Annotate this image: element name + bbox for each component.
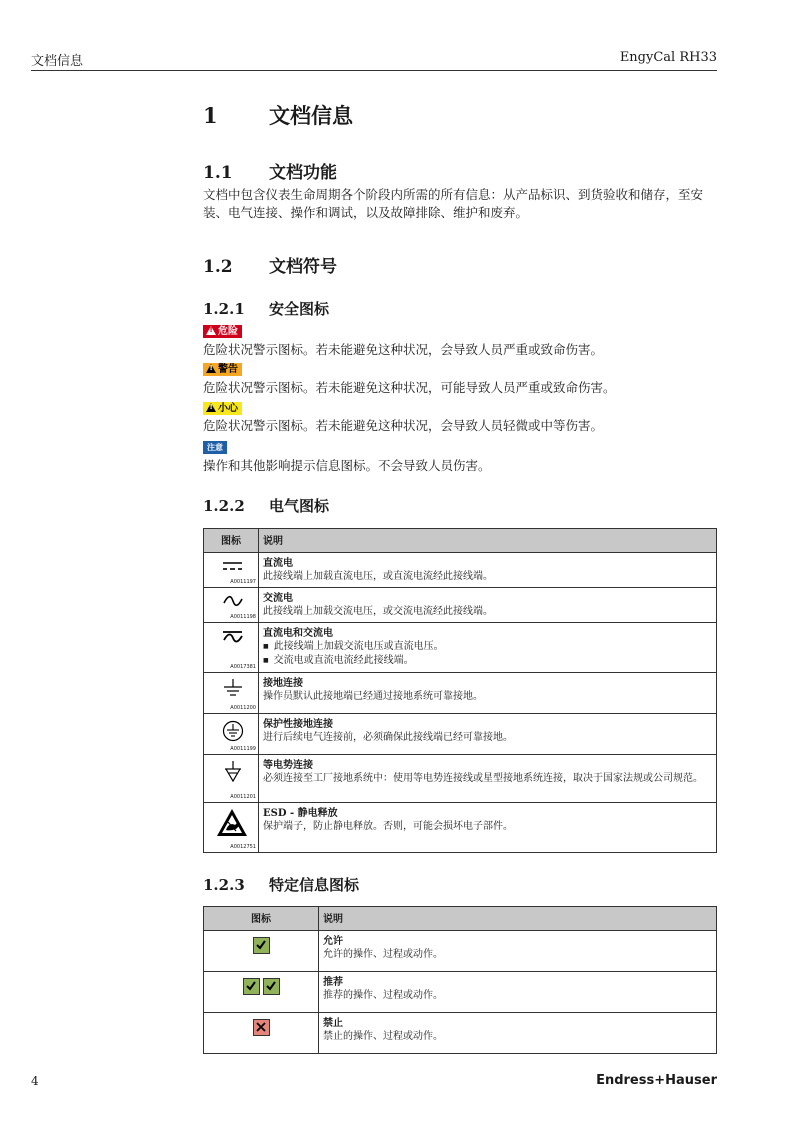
header-section-title: 文档信息 (31, 54, 84, 69)
table-row (204, 553, 717, 588)
table-header-row (204, 907, 717, 931)
heading-section-1 (203, 100, 353, 130)
figure-code: A0011201 (230, 794, 256, 800)
symbol-title: 推荐 (323, 977, 343, 988)
cross-icon (253, 1019, 270, 1036)
double-check-icon (204, 972, 319, 1013)
symbol-description: 禁止的操作、过程或动作。 (323, 1031, 443, 1042)
warning-description: 危险状况警示图标。若未能避免这种状况，可能导致人员严重或致命伤害。 (203, 380, 616, 395)
heading-number: 1.1 (203, 163, 233, 183)
table-header-row (204, 529, 717, 553)
symbol-description: 此接线端上加载直流电压，或直流电流经此接线端。 (263, 571, 493, 582)
heading-section-1-1 (203, 158, 337, 183)
symbol-title: 直流电和交流电 (263, 628, 333, 639)
table-row (204, 755, 717, 803)
figure-code: A0011200 (230, 705, 256, 711)
heading-title: 文档符号 (269, 257, 337, 277)
symbol-title: 接地连接 (263, 678, 303, 689)
column-header-icon: 图标 (204, 529, 259, 553)
dc-icon (222, 559, 244, 573)
symbol-title: 保护性接地连接 (263, 719, 333, 730)
esd-icon (216, 808, 248, 838)
dc-ac-icon (222, 629, 244, 643)
warning-triangle-icon (206, 403, 216, 412)
table-row (204, 1013, 717, 1054)
check-icon (263, 978, 280, 995)
figure-code: A0017381 (230, 664, 256, 670)
heading-title: 安全图标 (269, 300, 330, 318)
figure-code: A0012751 (230, 844, 256, 850)
equipotential-icon (222, 761, 244, 783)
caution-badge: !小心 (203, 402, 242, 415)
ac-icon (222, 594, 244, 608)
list-item: ■ 交流电或直流电流经此接线端。 (263, 654, 712, 668)
figure-code: A0011197 (230, 579, 256, 585)
heading-number: 1.2 (203, 257, 233, 277)
table-row (204, 673, 717, 714)
table-row (204, 588, 717, 623)
symbol-title: 直流电 (263, 558, 293, 569)
warning-triangle-icon (206, 364, 216, 373)
check-icon (243, 978, 260, 995)
brand-logo-text: Endress+Hauser (596, 1073, 717, 1088)
heading-number: 1.2.2 (203, 497, 245, 515)
symbol-description: 推荐的操作、过程或动作。 (323, 990, 443, 1001)
danger-description: 危险状况警示图标。若未能避免这种状况，会导致人员严重或致命伤害。 (203, 342, 604, 357)
symbol-description: 必须连接至工厂接地系统中：使用等电势连接线或星型接地系统连接，取决于国家法规或公司规范。 (263, 773, 703, 784)
danger-badge: !危险 (203, 325, 242, 338)
header-product-name: EngyCal RH33 (619, 50, 717, 65)
heading-number: 1.2.3 (203, 876, 245, 894)
table-row (204, 714, 717, 755)
symbol-description: 允许的操作、过程或动作。 (323, 949, 443, 960)
symbol-title: 交流电 (263, 593, 293, 604)
paragraph-document-function: 文档中包含仪表生命周期各个阶段内所需的所有信息：从产品标识、到货验收和储存，至安装、电气连接、操作和调试，以及故障排除、维护和废弃。 (203, 187, 704, 220)
heading-section-1-2-1 (203, 298, 329, 319)
heading-number: 1.2.1 (203, 300, 245, 318)
symbol-title: 禁止 (323, 1018, 343, 1029)
symbol-description: 此接线端上加载交流电压，或交流电流经此接线端。 (263, 606, 493, 617)
heading-title: 特定信息图标 (269, 876, 360, 894)
symbol-title: ESD - 静电释放 (263, 808, 338, 819)
notice-badge: 注意 (203, 441, 227, 454)
symbol-title: 允许 (323, 936, 343, 947)
heading-title: 文档功能 (269, 163, 337, 183)
heading-section-1-2 (203, 252, 337, 277)
figure-code: A0011199 (230, 746, 256, 752)
heading-section-1-2-2 (203, 495, 329, 516)
figure-code: A0011198 (230, 614, 256, 620)
notice-description: 操作和其他影响提示信息图标。不会导致人员伤害。 (203, 458, 491, 473)
warning-badge: !警告 (203, 363, 242, 376)
electrical-symbols-table (203, 528, 717, 853)
page-number: 4 (31, 1074, 39, 1088)
column-header-description: 说明 (319, 907, 717, 931)
caution-description: 危险状况警示图标。若未能避免这种状况，会导致人员轻微或中等伤害。 (203, 418, 604, 433)
page-header (31, 48, 717, 71)
protective-ground-icon (222, 720, 244, 742)
symbol-title: 等电势连接 (263, 760, 313, 771)
column-header-description: 说明 (259, 529, 717, 553)
column-header-icon: 图标 (204, 907, 319, 931)
table-row (204, 931, 717, 972)
symbol-description: 保护端子，防止静电释放。否则，可能会损坏电子部件。 (263, 821, 513, 832)
table-row (204, 803, 717, 853)
symbol-description: 进行后续电气连接前，必须确保此接线端已经可靠接地。 (263, 732, 513, 743)
table-row (204, 623, 717, 673)
ground-icon (222, 679, 244, 699)
heading-title: 电气图标 (269, 497, 330, 515)
heading-title: 文档信息 (269, 103, 353, 128)
heading-number: 1 (203, 103, 218, 128)
warning-triangle-icon (206, 326, 216, 335)
heading-section-1-2-3 (203, 874, 359, 895)
information-symbols-table (203, 906, 717, 1054)
check-icon (253, 937, 270, 954)
list-item: ■ 此接线端上加载交流电压或直流电压。 (263, 640, 712, 654)
symbol-description: 操作员默认此接地端已经通过接地系统可靠接地。 (263, 691, 483, 702)
table-row (204, 972, 717, 1013)
